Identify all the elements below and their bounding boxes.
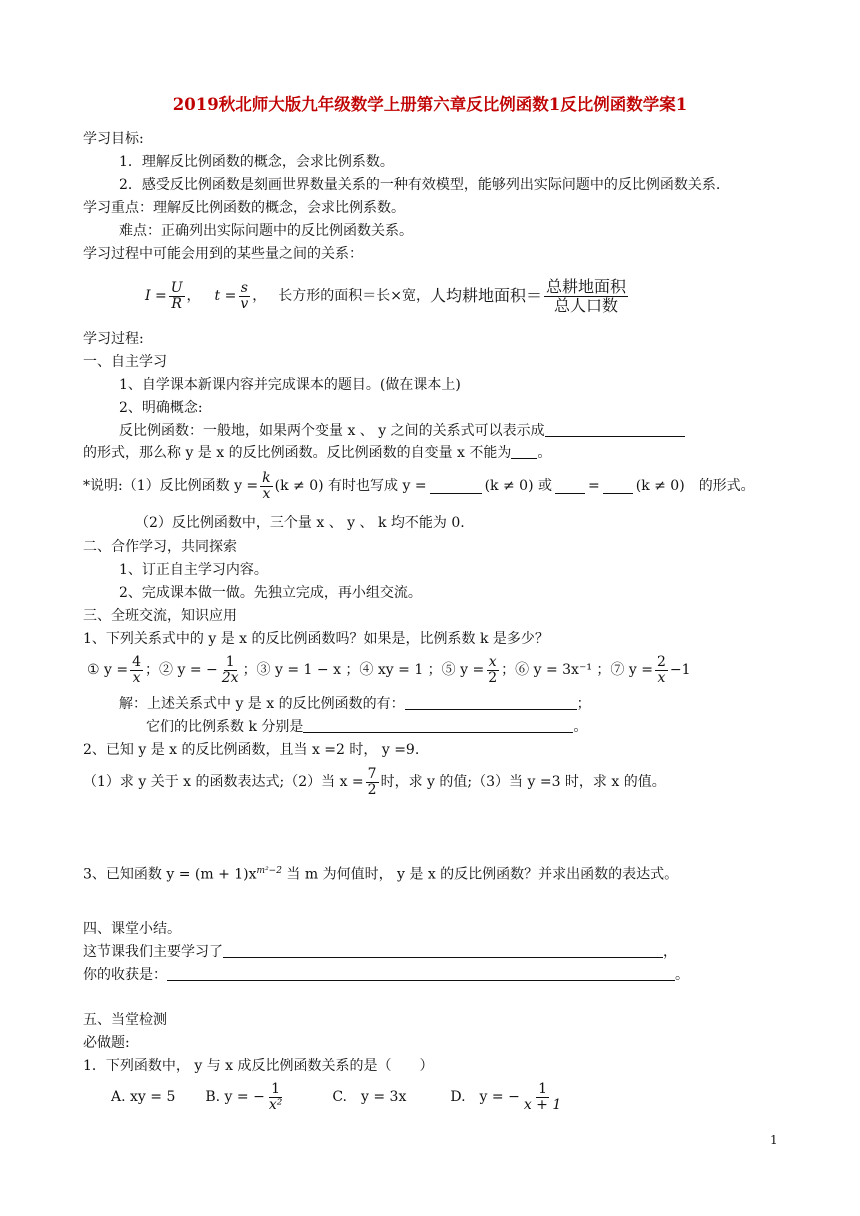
note-2: （2）反比例函数中，三个量 x 、 y 、 k 均不能为 0. [135,515,465,531]
fraction-denominator: x² [268,1096,283,1113]
fraction-numerator: 1 [225,653,235,670]
section4-heading: 四、课堂小结。 [83,921,181,937]
formula-farmland-lhs: 人均耕地面积＝ [430,286,543,305]
fraction-numerator: x [488,653,497,670]
fill-blank[interactable] [545,422,685,437]
subpart-text: （1）求 y 关于 x 的函数表达式;（2）当 x = [83,774,364,790]
definition-text: 的形式，那么称 y 是 x 的反比例函数。反比例函数的自变量 x 不能为 [83,445,512,461]
option-fraction [130,655,143,686]
formula-time-fraction [238,281,250,312]
option-b: B. y = − [205,1089,265,1105]
formula-farmland-fraction [544,278,628,315]
test-question-1-options [111,1077,565,1117]
process-heading: 学习过程: [83,331,144,347]
answer-end: 。 [573,719,588,735]
summary-line-1 [83,943,677,961]
formula-current-fraction [169,281,185,312]
section5-heading: 五、当堂检测 [83,1012,167,1028]
option-fraction [655,655,668,686]
subpart-text: 时，求 y 的值;（3）当 y =3 时，求 x 的值。 [380,774,666,790]
note-fraction [260,471,272,502]
note-text: *说明:（1）反比例函数 y = [83,478,259,494]
option-a: A. xy = 5 [111,1089,176,1105]
question-3 [83,862,678,884]
answer-text: 它们的比例系数 k 分别是 [146,719,304,735]
note-1 [83,466,755,506]
formula-time-lhs: t = [214,288,237,304]
difficulty: 难点：正确列出实际问题中的反比例函数关系。 [119,223,413,239]
goal-item-1: 1．理解反比例函数的概念，会求比例系数。 [119,154,394,170]
section3-heading: 三、全班交流，知识应用 [83,608,237,624]
note-text: (k ≠ 0) 有时也写成 y = [274,478,427,494]
definition-line-1 [119,422,685,440]
fill-blank[interactable] [430,479,482,494]
question-3-text: 当 m 为何值时， y 是 x 的反比例函数？并求出函数的表达式。 [286,866,679,883]
question-2: 2、已知 y 是 x 的反比例函数，且当 x =2 时， y =9. [83,742,420,758]
formula-current-lhs: I = [145,288,167,304]
summary-text: 你的收获是： [83,967,167,983]
relations-intro: 学习过程中可能会用到的某些量之间的关系： [83,246,363,262]
formula-rectangle-area: 长方形的面积＝长×宽， [278,288,430,304]
fraction-denominator: x + 1 [523,1096,562,1113]
fraction-denominator: x [132,669,141,686]
fraction-numerator: s [240,279,248,296]
exponent: m²−2 [256,866,282,876]
summary-end: 。 [675,967,689,983]
option-text: ；③ y = 1 − x ；④ xy = 1 ；⑤ y = [242,662,485,678]
answer-end: ； [576,696,591,712]
answer-line-2 [146,718,587,736]
fill-blank[interactable] [167,966,675,981]
fill-blank[interactable] [303,718,573,733]
fill-blank[interactable] [405,695,577,710]
fraction-numerator: U [170,279,183,296]
goal-item-2: 2．感受反比例函数是刻画世界数量关系的一种有效模型，能够列出实际问题中的反比例函数关系. [119,177,721,193]
definition-text: 反比例函数：一般地，如果两个变量 x 、 y 之间的关系式可以表示成 [119,423,545,439]
section2-item-2: 2、完成课本做一做。先独立完成，再小组交流。 [119,585,422,601]
question-1-options [87,650,691,690]
option-text: ① y = [87,662,129,678]
option-fraction [220,655,241,686]
note-text: = [588,478,600,494]
fraction-numerator: 1 [271,1080,281,1097]
summary-text: 这节课我们主要学习了 [83,944,223,960]
fraction-numerator: 2 [656,653,666,670]
note-text: 的形式。 [698,478,755,494]
fraction-numerator: k [262,469,271,486]
summary-end: ， [663,944,677,960]
fraction-numerator: 4 [132,653,142,670]
goals-heading: 学习目标: [83,131,144,147]
test-question-1: 1．下列函数中， y 与 x 成反比例函数关系的是（ ） [83,1058,434,1074]
summary-line-2 [83,966,689,984]
option-fraction [522,1082,563,1113]
option-text: ；⑥ y = 3x⁻¹ ；⑦ y = [501,662,653,678]
fraction-denominator: v [240,295,249,312]
fraction-denominator: 总人口数 [554,295,619,315]
fraction-denominator: x [657,669,666,686]
fraction-denominator: 2 [488,669,498,686]
fill-blank[interactable] [603,479,633,494]
note-text: (k ≠ 0) 或 [484,478,552,494]
fill-blank[interactable] [555,479,585,494]
option-text: −1 [669,662,691,678]
fraction-numerator: 总耕地面积 [546,276,627,296]
fraction-denominator: 2x [221,669,239,686]
definition-line-2 [83,444,551,462]
option-c: C. y = 3x [332,1089,407,1105]
section1-item-1: 1、自学课本新课内容并完成课本的题目。(做在课本上) [119,377,461,393]
question-2-subparts [83,762,666,802]
note-text: (k ≠ 0) [635,478,685,494]
option-text: ；② y = − [145,662,218,678]
fraction-denominator: x [262,485,271,502]
formula-row: I = $\frac{U}{R}$ ， t = $\frac{s}{v}$ ， 长方形的面积＝长×宽， 人均耕地面积＝ $\frac{\text{总耕地面积}}{\text{总人口数}}$ [145,276,627,315]
section1-heading: 一、自主学习 [83,354,167,370]
fill-blank[interactable] [511,444,537,459]
key-point: 学习重点：理解反比例函数的概念，会求比例系数。 [83,200,405,216]
definition-end: 。 [537,445,552,461]
fraction-denominator: R [171,295,182,312]
question-1: 1、下列关系式中的 y 是 x 的反比例函数吗？如果是，比例系数 k 是多少？ [83,631,549,647]
answer-line-1 [119,695,591,713]
fraction-denominator: 2 [367,781,377,798]
option-d: D. y = − [450,1089,520,1105]
option-fraction [267,1082,285,1113]
document-title: 2019秋北师大版九年级数学上册第六章反比例函数1反比例函数学案1 [172,95,688,114]
question-3-text: 3、已知函数 y = (m + 1)x [83,866,257,883]
section2-heading: 二、合作学习，共同探索 [83,539,237,555]
section1-item-2: 2、明确概念: [119,400,203,416]
answer-text: 解：上述关系式中 y 是 x 的反比例函数的有： [119,696,405,712]
required-label: 必做题: [83,1035,130,1051]
section2-item-1: 1、订正自主学习内容。 [119,562,268,578]
option-fraction [486,655,499,686]
fill-blank[interactable] [223,943,663,958]
subpart-fraction [366,767,379,798]
fraction-numerator: 7 [367,765,377,782]
page-number: 1 [770,1133,778,1147]
fraction-numerator: 1 [538,1080,547,1097]
